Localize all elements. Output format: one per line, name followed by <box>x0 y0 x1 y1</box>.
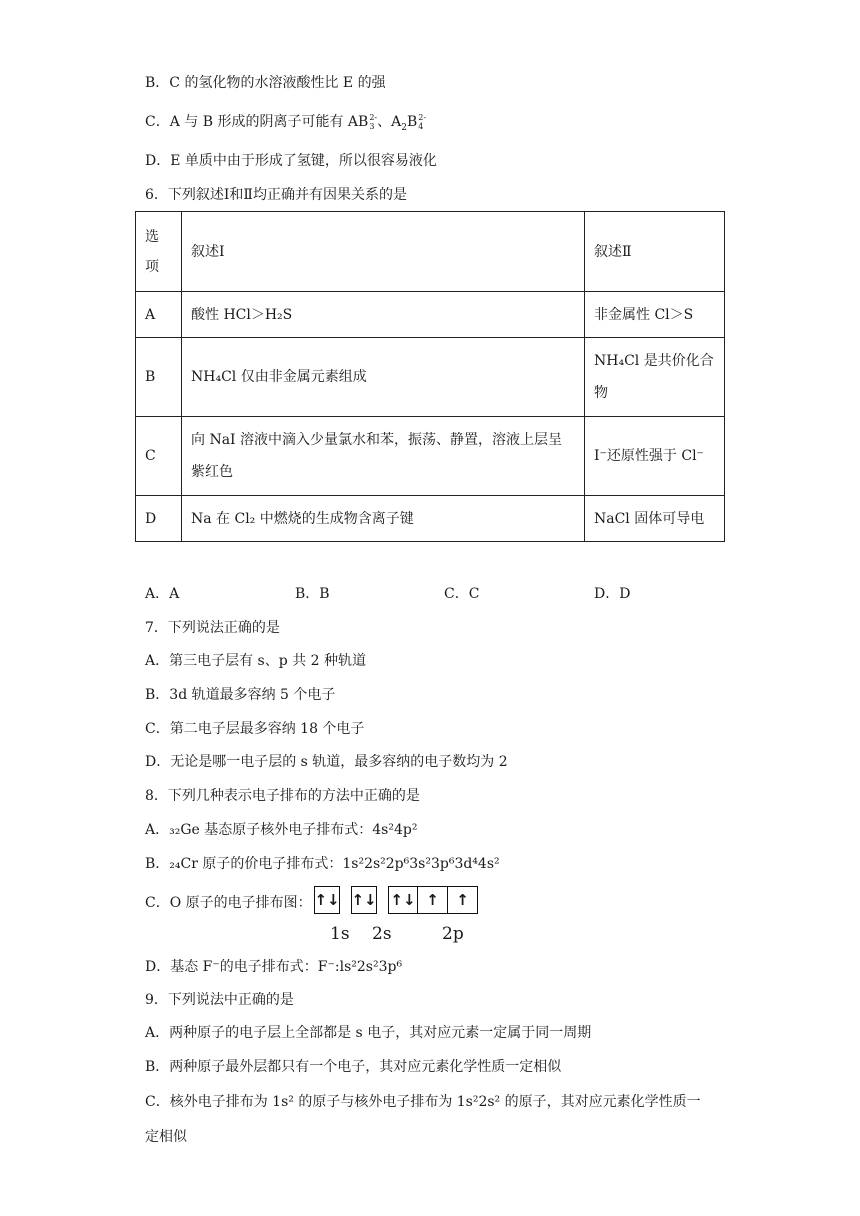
row-statement-1: 向 NaI 溶液中滴入少量氯水和苯，振荡、静置，溶液上层呈紫红色 <box>182 417 585 496</box>
header-statement-1: 叙述Ⅰ <box>182 212 585 292</box>
row-statement-2: NH₄Cl 是共价化合物 <box>585 338 725 417</box>
q5-ion2-b: B <box>406 114 418 130</box>
q8-option-a: A．₃₂Ge 基态原子核外电子排布式：4s²4p² <box>145 822 418 838</box>
q5-option-c <box>145 112 426 132</box>
q7-stem: 7．下列说法正确的是 <box>145 620 280 636</box>
q6-choice-a: A．A <box>145 586 180 602</box>
q5-ion2-a-count: 2 <box>401 122 407 133</box>
q6-stem: 6．下列叙述Ⅰ和Ⅱ均正确并有因果关系的是 <box>145 187 407 203</box>
orbital-label-2p: 2p <box>442 924 464 944</box>
q7-option-a: A．第三电子层有 s、p 共 2 种轨道 <box>145 653 366 669</box>
q9-option-c-line1: C．核外电子排布为 1s² 的原子与核外电子排布为 1s²2s² 的原子，其对应元素化学性质一 <box>145 1094 701 1110</box>
orbital-box-2p-3: ↑ <box>448 886 478 914</box>
q5-ion2-script <box>418 113 426 131</box>
q5-option-d: D．E 单质中由于形成了氢键，所以很容易液化 <box>145 153 437 169</box>
table-row <box>136 496 725 542</box>
header-statement-2: 叙述Ⅱ <box>585 212 725 292</box>
q5-option-b: B．C 的氢化物的水溶液酸性比 E 的强 <box>145 75 386 91</box>
row-statement-2: NaCl 固体可导电 <box>585 496 725 542</box>
row-statement-1: Na 在 Cl₂ 中燃烧的生成物含离子键 <box>182 496 585 542</box>
q5-ion1-script <box>369 113 377 131</box>
q8-option-b: B．₂₄Cr 原子的价电子排布式：1s²2s²2p⁶3s²3p⁶3d⁴4s² <box>145 856 500 872</box>
orbital-box-1s: ↑↓ <box>314 886 340 914</box>
table-row <box>136 292 725 338</box>
q6-table <box>135 211 725 542</box>
q6-choice-c: C．C <box>444 586 480 602</box>
orbital-diagram <box>314 886 478 914</box>
q5-ion2-count: 4 <box>418 122 424 131</box>
q9-stem: 9．下列说法中正确的是 <box>145 992 294 1008</box>
q8-stem: 8．下列几种表示电子排布的方法中正确的是 <box>145 788 420 804</box>
row-statement-2: 非金属性 Cl＞S <box>585 292 725 338</box>
orbital-label-2s: 2s <box>372 924 392 944</box>
table-row <box>136 338 725 417</box>
row-statement-1: 酸性 HCl＞H₂S <box>182 292 585 338</box>
q8-option-d: D．基态 F⁻的电子排布式：F⁻:ls²2s²3p⁶ <box>145 959 403 975</box>
orbital-box-2s: ↑↓ <box>351 886 377 914</box>
q5-ion1-charge: 2- <box>369 113 378 122</box>
row-statement-1: NH₄Cl 仅由非金属元素组成 <box>182 338 585 417</box>
row-option: D <box>136 496 182 542</box>
orbital-label-1s: 1s <box>330 924 350 944</box>
q9-option-c-line2: 定相似 <box>145 1129 187 1145</box>
orbital-box-2p-1: ↑↓ <box>388 886 418 914</box>
q5-option-c-text: C．A 与 B 形成的阴离子可能有 AB <box>145 114 369 130</box>
q5-ion1-count: 3 <box>369 122 375 131</box>
row-option: A <box>136 292 182 338</box>
header-option: 选项 <box>136 212 182 292</box>
q6-choice-d: D．D <box>594 586 631 602</box>
row-statement-2: I⁻还原性强于 Cl⁻ <box>585 417 725 496</box>
q7-option-c: C．第二电子层最多容纳 18 个电子 <box>145 721 365 737</box>
row-option: B <box>136 338 182 417</box>
q5-option-c-mid: 、A <box>377 114 402 130</box>
table-header-row <box>136 212 725 292</box>
q7-option-d: D．无论是哪一电子层的 s 轨道，最多容纳的电子数均为 2 <box>145 754 508 770</box>
q7-option-b: B．3d 轨道最多容纳 5 个电子 <box>145 687 336 703</box>
q5-ion2-charge: 2- <box>418 113 427 122</box>
table-row <box>136 417 725 496</box>
q8-option-c: C．O 原子的电子排布图： <box>145 895 312 911</box>
q9-option-a: A．两种原子的电子层上全部都是 s 电子，其对应元素一定属于同一周期 <box>145 1025 592 1041</box>
orbital-box-2p-2: ↑ <box>418 886 448 914</box>
q6-choice-b: B．B <box>295 586 330 602</box>
row-option: C <box>136 417 182 496</box>
q9-option-b: B．两种原子最外层都只有一个电子，其对应元素化学性质一定相似 <box>145 1059 562 1075</box>
